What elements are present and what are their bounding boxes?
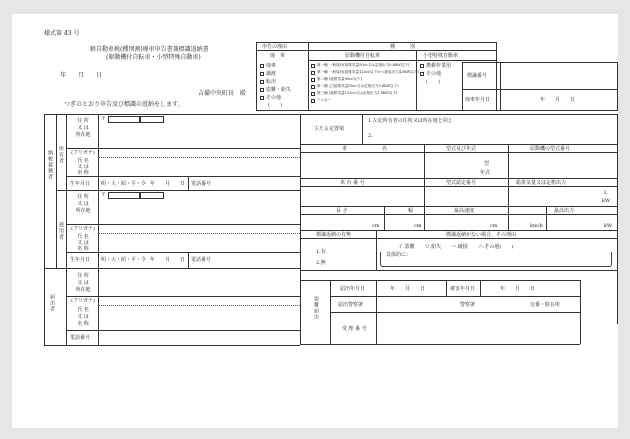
output-unit: kW xyxy=(604,223,613,229)
liter-unit: L xyxy=(604,190,608,196)
haisha-date-label: 廃車年月日 xyxy=(465,97,491,103)
form-sheet xyxy=(12,14,618,428)
moped-checkbox[interactable] xyxy=(311,85,315,89)
reason-checkbox[interactable] xyxy=(260,96,264,100)
user-birth-label: 生年月日 xyxy=(70,257,91,263)
notifier-furigana-label: (フリガナ) xyxy=(71,298,95,304)
intro-text: つぎのとおり申告及び標識の返納をします。 xyxy=(64,101,184,108)
user-furigana-label: (フリガナ) xyxy=(71,226,95,232)
reason-checkbox[interactable] xyxy=(260,72,264,76)
small-special-checkbox[interactable] xyxy=(420,72,424,76)
storage-location-label: 主たる定置場 xyxy=(314,126,345,132)
user-postal-box[interactable] xyxy=(108,192,140,199)
notifier-label: 届出者 xyxy=(49,294,55,312)
reason-checkbox[interactable] xyxy=(260,64,264,68)
user-name-label-2: 又 は xyxy=(77,240,89,246)
model-year-label: 年式 xyxy=(480,170,491,176)
storage-option-2: 2. xyxy=(368,133,373,139)
user-address-label-1: 住 所 xyxy=(77,194,89,200)
displacement-header: 総排気量又は定格出力 xyxy=(516,180,567,186)
moped-item: 第一種 一般原付(総排気量50cc又は定格出力0.6kW以下) xyxy=(317,63,410,67)
notifier-name-label-3: 名 称 xyxy=(77,321,89,327)
owner-postal-box[interactable] xyxy=(140,116,164,123)
form-number: 様式第 43 号 xyxy=(44,30,80,37)
plate-no-option[interactable]: 2.無 xyxy=(316,260,326,266)
moped-item: 第三種 (総排気量125cc又は定格出力1.0kW以下) xyxy=(317,91,398,95)
kw-unit: kW xyxy=(602,198,611,204)
user-era: 明・大・昭・平・令 xyxy=(101,257,147,263)
moped-item: 第二種 (総排気量90cc以下) xyxy=(317,77,362,81)
reason-detail-bracket xyxy=(380,252,612,267)
user-address-label-3: 所在地 xyxy=(75,208,91,214)
police-box-value: 交番・駐在所 xyxy=(530,302,561,308)
moped-checkbox[interactable] xyxy=(311,64,315,68)
car-header-car: 車 xyxy=(342,146,348,152)
user-postal-mark: 〒 xyxy=(101,192,107,198)
length-unit: cm xyxy=(372,223,380,229)
user-postal-box[interactable] xyxy=(140,192,164,199)
small-special-paren: ( ) xyxy=(426,79,440,85)
car-header-name: 名 xyxy=(382,146,388,152)
chassis-header: 車 台 番 号 xyxy=(340,180,365,186)
user-birth-date: 年 月 日 xyxy=(150,257,186,263)
reason-item: 転出 xyxy=(266,79,277,85)
haisha-date-value: 年 月 日 xyxy=(540,97,576,103)
moped-item: 第一種 一般原付(総排気量125cc以下かつ最高出力4.0kW以下) xyxy=(317,70,419,74)
length-header: 長 さ xyxy=(336,208,348,214)
moped-item: 第二種 乙(総排気量90cc又は定格出力0.8kW以下) xyxy=(317,84,399,88)
plate-reason-header: 標識返納がない場合、その理由 xyxy=(446,232,517,238)
reason-checkbox[interactable] xyxy=(260,80,264,84)
approval-header: 型式認定番号 xyxy=(446,180,477,186)
moped-checkbox[interactable] xyxy=(311,71,315,75)
small-special-checkbox[interactable] xyxy=(420,64,424,68)
moped-header: 原動機付自転車 xyxy=(345,53,381,59)
addressee: 吉備中央町長 殿 xyxy=(198,90,247,97)
reason-item: その他 xyxy=(266,95,282,101)
owner-era: 明・大・昭・平・令 xyxy=(101,181,147,187)
small-special-header: 小型特殊自動車 xyxy=(423,53,459,59)
moped-item: ミニカー xyxy=(317,98,332,102)
storage-option-1: 1.左記所有者の住所又は所在地と同じ xyxy=(368,118,453,124)
notifier-address-label-2: 又 は xyxy=(77,280,89,286)
owner-birth-date: 年 月 日 xyxy=(150,181,186,187)
owner-postal-mark: 〒 xyxy=(101,116,107,122)
taxpayer-group-label: 納税義務者 xyxy=(47,150,53,180)
owner-address-label-2: 又 は xyxy=(77,125,89,131)
car-header-model: 型式及び年式 xyxy=(446,146,477,152)
notifier-address-label-3: 所在地 xyxy=(75,287,91,293)
plate-yes-option[interactable]: 1.有 xyxy=(316,249,326,255)
notifier-name-label-1: 氏 名 xyxy=(77,307,89,313)
car-header-engine: 原動機の型式番号 xyxy=(530,146,571,152)
plate-missing-reasons[interactable]: イ.盗難 ロ.紛失 ハ.破損 ニ.その他( ) xyxy=(398,244,514,250)
max-speed-header: 最高速度 xyxy=(454,208,475,214)
reason-header: 申告の理由 xyxy=(262,44,288,50)
reason-checkbox[interactable] xyxy=(260,88,264,92)
owner-name-label-2: 又 は xyxy=(77,164,89,170)
receipt-number-label: 受 理 番 号 xyxy=(342,326,367,332)
speed-unit: km/h xyxy=(530,223,543,229)
model-kata-label: 型 xyxy=(484,161,490,167)
moped-checkbox[interactable] xyxy=(311,78,315,82)
police-station-value: 警察署 xyxy=(460,302,476,308)
user-name-label-3: 名 称 xyxy=(77,246,89,252)
owner-furigana-label: (フリガナ) xyxy=(71,150,95,156)
owner-label: 所有者 xyxy=(58,146,64,164)
reason-item: 廃車 xyxy=(266,63,277,69)
theft-report-label: 盗難届出 xyxy=(313,296,319,320)
owner-name-label-3: 名 称 xyxy=(77,170,89,176)
owner-name-label-1: 氏 名 xyxy=(77,158,89,164)
user-address-label-2: 又 は xyxy=(77,201,89,207)
owner-birth-label: 生年月日 xyxy=(70,181,91,187)
user-name-label-1: 氏 名 xyxy=(77,234,89,240)
submission-date: 年 月 日 xyxy=(60,72,103,79)
owner-address-label-1: 住 所 xyxy=(77,118,89,124)
max-output-header: 最高出力 xyxy=(554,208,575,214)
height-unit: cm xyxy=(490,223,498,229)
plate-return-header: 標識返納の有無 xyxy=(316,232,352,238)
width-header: 幅 xyxy=(408,208,414,214)
reason-item: 譲渡 xyxy=(266,71,277,77)
moped-checkbox[interactable] xyxy=(311,99,315,103)
form-title: 軽自動車税(種別割)廃車申告書兼標識返納書 xyxy=(90,46,209,53)
notifier-name-label-2: 又 は xyxy=(77,314,89,320)
moped-checkbox[interactable] xyxy=(311,92,315,96)
reason-item: 盗難・紛失 xyxy=(266,87,292,93)
damage-date-value: 年 月 日 xyxy=(500,286,536,292)
report-date-value: 年 月 日 xyxy=(390,286,426,292)
notifier-address-label-1: 住 所 xyxy=(77,273,89,279)
damage-date-label: 被害年月日 xyxy=(450,286,476,292)
small-special-item: 農耕作業用 xyxy=(426,63,452,69)
owner-postal-box[interactable] xyxy=(108,116,140,123)
user-phone-label: 電話番号 xyxy=(191,257,212,263)
plate-number-label: 標識番号 xyxy=(467,73,488,79)
owner-phone-label: 電話番号 xyxy=(191,181,212,187)
owner-address-label-3: 所在地 xyxy=(75,132,91,138)
small-special-item: その他 xyxy=(426,71,442,77)
notifier-phone-label: 電話番号 xyxy=(70,335,91,341)
reason-other-paren: ( ) xyxy=(268,102,282,108)
type-header: 種 別 xyxy=(390,44,416,50)
police-station-label: 届出警察署 xyxy=(338,302,364,308)
user-label: 使用者 xyxy=(58,222,64,240)
report-date-label: 届出年月日 xyxy=(340,286,366,292)
width-unit: cm xyxy=(414,223,422,229)
haisha-label: 廃 車 xyxy=(270,53,286,59)
reason-detail-label: 具体的に： xyxy=(386,252,412,258)
form-subtitle: (原動機付自転車・小型特殊自動車) xyxy=(106,54,201,61)
